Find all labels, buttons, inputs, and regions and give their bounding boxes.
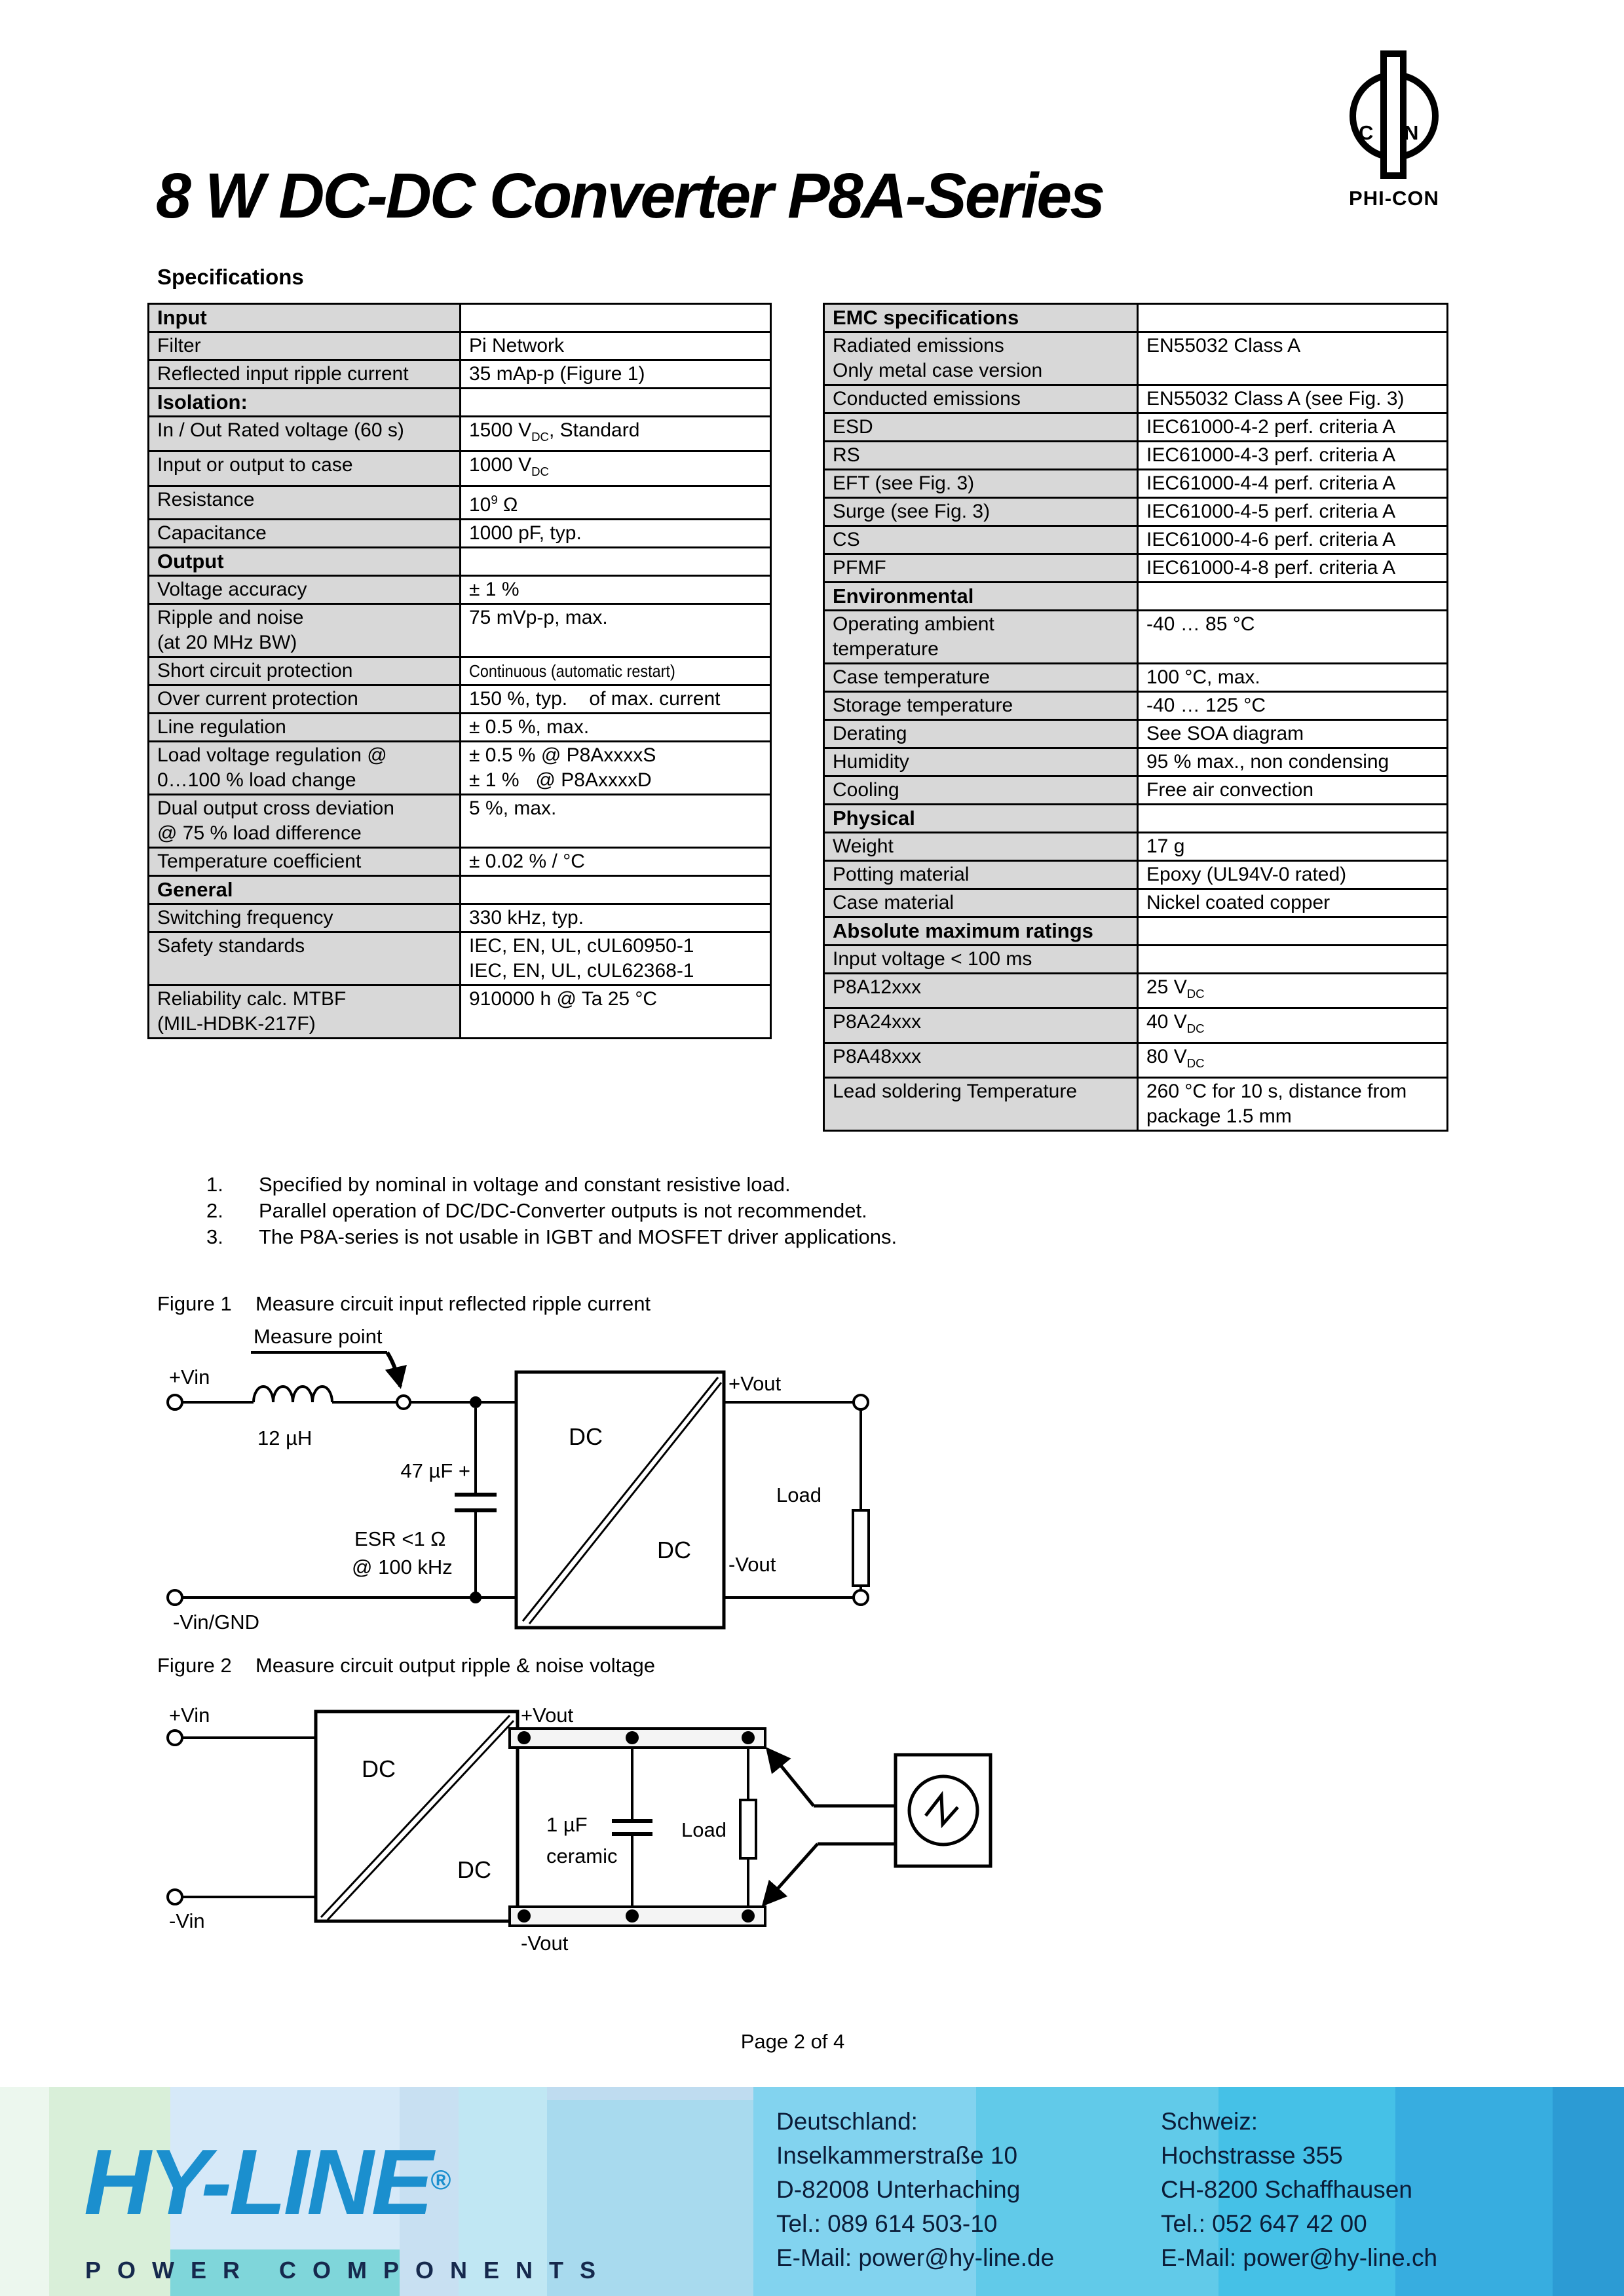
junction-dot [626, 1731, 639, 1744]
load-resistor [853, 1510, 869, 1586]
junction-dot [742, 1731, 755, 1744]
spec-label-cell: RS [824, 442, 1138, 470]
contact-line: Deutschland: [776, 2108, 918, 2135]
phicon-bar [1384, 54, 1403, 176]
spec-label-cell: ESD [824, 413, 1138, 442]
table-row [824, 833, 1448, 861]
table-row [824, 1008, 1448, 1043]
esr-frequency-label: @ 100 kHz [352, 1556, 453, 1578]
spec-value-cell [461, 876, 771, 904]
table-row [824, 720, 1448, 748]
phicon-letter-n: N [1404, 121, 1419, 144]
table-row [149, 685, 771, 714]
table-row [149, 486, 771, 520]
spec-value-cell: ± 0.5 %, max. [461, 714, 771, 742]
spec-value-cell: Epoxy (UL94V-0 rated) [1138, 861, 1448, 889]
spec-value-cell: 80 $V_{DC}$ [1138, 1043, 1448, 1078]
figure2-label: Figure 2 [157, 1654, 232, 1677]
spec-value-cell: EN55032 Class A (see Fig. 3) [1138, 385, 1448, 413]
table-row [824, 1043, 1448, 1078]
spec-label-cell: Input voltage < 100 ms [824, 946, 1138, 974]
table-row [824, 332, 1448, 385]
spec-label-cell: Reflected input ripple current [149, 360, 461, 389]
spec-value-cell: 1000 $V_{DC}$ [461, 451, 771, 486]
table-section-header-row [824, 805, 1448, 833]
page-number: Page 2 of 4 [740, 2030, 845, 2053]
fig1-vin-neg-terminal [168, 1590, 182, 1605]
hyline-tagline: POWER COMPONENTS [85, 2257, 613, 2284]
spec-label-cell: EFT (see Fig. 3) [824, 470, 1138, 498]
note-item [206, 1198, 897, 1224]
table-row [149, 576, 771, 604]
table-row [824, 526, 1448, 554]
spec-label-cell: Case temperature [824, 664, 1138, 692]
figure1-caption [157, 1292, 651, 1316]
spec-label-cell: Over current protection [149, 685, 461, 714]
spec-value-cell: -40 … 85 °C [1138, 611, 1448, 664]
spec-label-cell: Dual output cross deviation @ 75 % load difference [149, 795, 461, 848]
converter-diagonal [328, 1721, 514, 1920]
spec-value-cell: 35 mAp-p (Figure 1) [461, 360, 771, 389]
spec-label-cell: In / Out Rated voltage (60 s) [149, 417, 461, 451]
spec-label-cell: Physical [824, 805, 1138, 833]
spec-label-cell: Surge (see Fig. 3) [824, 498, 1138, 526]
table-section-header-row [824, 917, 1448, 946]
table-row [149, 985, 771, 1039]
contact-line: D-82008 Unterhaching [776, 2176, 1021, 2203]
table-row [824, 385, 1448, 413]
note-text: The P8A-series is not usable in IGBT and MOSFET driver applications. [259, 1225, 897, 1248]
spec-label-cell: Filter [149, 332, 461, 360]
fig2-vin-pos-terminal [168, 1731, 182, 1745]
spec-label-cell: Isolation: [149, 389, 461, 417]
spec-value-cell: Free air convection [1138, 776, 1448, 805]
table-row [149, 904, 771, 932]
spec-label-cell: Input or output to case [149, 451, 461, 486]
table-row [824, 974, 1448, 1008]
spec-value-cell: Continuous (automatic restart) [461, 657, 771, 685]
hyline-wordmark: HY-LINE® [84, 2130, 449, 2234]
junction-dot [470, 1592, 482, 1603]
specifications-heading: Specifications [157, 265, 304, 289]
spec-value-cell: Nickel coated copper [1138, 889, 1448, 917]
spec-value-cell: ± 0.5 % @ P8AxxxxS ± 1 % @ P8AxxxxD [461, 742, 771, 795]
spec-label-cell: P8A24xxx [824, 1008, 1138, 1043]
spec-value-cell: ± 1 % [461, 576, 771, 604]
spec-value-cell [1138, 583, 1448, 611]
spec-value-cell: IEC61000-4-8 perf. criteria A [1138, 554, 1448, 583]
contact-line: E-Mail: power@hy-line.de [776, 2244, 1055, 2271]
converter-diagonal [321, 1715, 510, 1917]
spec-value-cell: 40 $V_{DC}$ [1138, 1008, 1448, 1043]
fig1-vout-pos-label: +Vout [728, 1372, 782, 1395]
notes-list [206, 1172, 897, 1250]
note-item [206, 1224, 897, 1250]
spec-label-cell: Radiated emissions Only metal case version [824, 332, 1138, 385]
spec-label-cell: Capacitance [149, 520, 461, 548]
converter-diagonal [523, 1377, 718, 1621]
spec-value-cell [1138, 805, 1448, 833]
table-row [824, 748, 1448, 776]
spec-label-cell: CS [824, 526, 1138, 554]
spec-label-cell: Input [149, 304, 461, 332]
spec-value-cell: 100 °C, max. [1138, 664, 1448, 692]
spec-value-cell [1138, 946, 1448, 974]
specifications-table [147, 303, 772, 1039]
emc-table-body [824, 304, 1448, 1131]
table-section-header-row [824, 583, 1448, 611]
spec-value-cell: IEC61000-4-2 perf. criteria A [1138, 413, 1448, 442]
specifications-table-body [149, 304, 771, 1039]
figure2-caption-text: Measure circuit output ripple & noise voltage [255, 1654, 655, 1677]
figure2-circuit-diagram [144, 1694, 1081, 1995]
spec-label-cell: Voltage accuracy [149, 576, 461, 604]
contact-line: E-Mail: power@hy-line.ch [1161, 2244, 1438, 2271]
spec-value-cell [461, 304, 771, 332]
figure1-circuit-diagram [144, 1324, 1081, 1651]
table-row [824, 889, 1448, 917]
fig2-dc-bottom-label: DC [457, 1856, 491, 1883]
spec-value-cell: IEC61000-4-6 perf. criteria A [1138, 526, 1448, 554]
table-row [149, 360, 771, 389]
contact-line: Schweiz: [1161, 2108, 1258, 2135]
spec-label-cell: Conducted emissions [824, 385, 1138, 413]
spec-value-cell: 150 %, typ. of max. current [461, 685, 771, 714]
inductor-value-label: 12 µH [257, 1426, 312, 1449]
note-number: 2. [206, 1199, 223, 1222]
page-title: 8 W DC-DC Converter P8A-Series [156, 160, 1104, 231]
spec-value-cell: IEC, EN, UL, cUL60950-1 IEC, EN, UL, cUL62368-1 [461, 932, 771, 985]
spec-label-cell: Resistance [149, 486, 461, 520]
spec-value-cell: IEC61000-4-3 perf. criteria A [1138, 442, 1448, 470]
table-row [149, 932, 771, 985]
spec-value-cell: 95 % max., non condensing [1138, 748, 1448, 776]
table-row [149, 332, 771, 360]
table-row [149, 657, 771, 685]
converter-diagonal [529, 1383, 721, 1624]
note-number: 3. [206, 1225, 223, 1248]
fig2-vin-neg-terminal [168, 1890, 182, 1904]
table-row [824, 442, 1448, 470]
spec-label-cell: EMC specifications [824, 304, 1138, 332]
footer-band [1553, 2087, 1624, 2296]
phicon-letter-c: C [1359, 121, 1374, 144]
spec-value-cell: 5 %, max. [461, 795, 771, 848]
table-section-header-row [149, 876, 771, 904]
spec-value-cell [1138, 917, 1448, 946]
footer-band [0, 2087, 49, 2296]
spec-label-cell: PFMF [824, 554, 1138, 583]
table-row [149, 795, 771, 848]
table-row [824, 470, 1448, 498]
measure-point-label: Measure point [254, 1325, 383, 1348]
registered-trademark-icon: ® [430, 2164, 449, 2195]
spec-value-cell: $10^9$ Ω [461, 486, 771, 520]
spec-label-cell: Reliability calc. MTBF (MIL-HDBK-217F) [149, 985, 461, 1039]
spec-value-cell: 75 mVp-p, max. [461, 604, 771, 657]
table-row [824, 611, 1448, 664]
spec-value-cell: 910000 h @ Ta 25 °C [461, 985, 771, 1039]
figure1-caption-text: Measure circuit input reflected ripple current [255, 1292, 651, 1315]
table-row [824, 946, 1448, 974]
spec-value-cell: 1500 $V_{DC}$, Standard [461, 417, 771, 451]
spec-value-cell: -40 … 125 °C [1138, 692, 1448, 720]
spec-label-cell: Switching frequency [149, 904, 461, 932]
table-row [824, 776, 1448, 805]
fig1-vin-pos-label: +Vin [169, 1366, 210, 1388]
spec-label-cell: Safety standards [149, 932, 461, 985]
junction-dot [518, 1909, 531, 1923]
table-row [149, 848, 771, 876]
measure-point-arrow [387, 1352, 400, 1387]
fig1-vin-pos-terminal [168, 1395, 182, 1409]
spec-value-cell: 25 $V_{DC}$ [1138, 974, 1448, 1008]
probe-arrow-top [768, 1750, 814, 1806]
spec-value-cell: IEC61000-4-4 perf. criteria A [1138, 470, 1448, 498]
fig1-vout-neg-terminal [854, 1590, 868, 1605]
junction-dot [518, 1731, 531, 1744]
contact-line: Tel.: 052 647 42 00 [1161, 2210, 1367, 2237]
note-text: Parallel operation of DC/DC-Converter outputs is not recommendet. [259, 1199, 867, 1222]
spec-label-cell: Case material [824, 889, 1138, 917]
spec-label-cell: Derating [824, 720, 1138, 748]
fig1-load-label: Load [776, 1483, 821, 1506]
junction-dot [470, 1396, 482, 1408]
spec-label-cell: Cooling [824, 776, 1138, 805]
fig1-vout-pos-terminal [854, 1395, 868, 1409]
spec-label-cell: Storage temperature [824, 692, 1138, 720]
junction-dot [742, 1909, 755, 1923]
fig1-dc-top-label: DC [569, 1423, 603, 1450]
contact-line: CH-8200 Schaffhausen [1161, 2176, 1412, 2203]
fig2-vin-pos-label: +Vin [169, 1704, 210, 1727]
contact-line: Tel.: 089 614 503-10 [776, 2210, 998, 2237]
spec-label-cell: General [149, 876, 461, 904]
fig2-dc-top-label: DC [362, 1755, 396, 1782]
table-section-header-row [824, 304, 1448, 332]
note-text: Specified by nominal in voltage and constant resistive load. [259, 1173, 791, 1196]
fig1-vout-neg-label: -Vout [728, 1553, 776, 1576]
table-row [824, 664, 1448, 692]
table-row [149, 714, 771, 742]
spec-label-cell: Load voltage regulation @ 0…100 % load change [149, 742, 461, 795]
spec-label-cell: Line regulation [149, 714, 461, 742]
spec-label-cell: P8A12xxx [824, 974, 1138, 1008]
capacitor-value-label: 47 µF + [400, 1459, 470, 1482]
fig1-dc-bottom-label: DC [657, 1537, 691, 1563]
spec-label-cell: Operating ambient temperature [824, 611, 1138, 664]
table-row [149, 520, 771, 548]
spec-label-cell: Ripple and noise (at 20 MHz BW) [149, 604, 461, 657]
contact-line: Inselkammerstraße 10 [776, 2142, 1018, 2169]
spec-value-cell [1138, 304, 1448, 332]
contact-line: Hochstrasse 355 [1161, 2142, 1343, 2169]
junction-dot [626, 1909, 639, 1923]
esr-label: ESR <1 Ω [354, 1527, 446, 1550]
figure2-caption [157, 1654, 655, 1677]
fig2-vout-neg-label: -Vout [521, 1932, 569, 1955]
spec-value-cell: 1000 pF, typ. [461, 520, 771, 548]
spec-value-cell [461, 389, 771, 417]
fig2-vin-neg-label: -Vin [169, 1909, 205, 1932]
spec-value-cell: 17 g [1138, 833, 1448, 861]
fig2-load-label: Load [681, 1818, 727, 1841]
table-row [824, 498, 1448, 526]
table-section-header-row [149, 304, 771, 332]
spec-value-cell: 330 kHz, typ. [461, 904, 771, 932]
spec-value-cell: EN55032 Class A [1138, 332, 1448, 385]
spec-value-cell: IEC61000-4-5 perf. criteria A [1138, 498, 1448, 526]
spec-label-cell: Potting material [824, 861, 1138, 889]
spec-label-cell: Environmental [824, 583, 1138, 611]
note-number: 1. [206, 1173, 223, 1196]
spec-value-cell [461, 548, 771, 576]
measure-point-node [397, 1396, 410, 1409]
note-item [206, 1172, 897, 1198]
spec-label-cell: Short circuit protection [149, 657, 461, 685]
table-row [149, 604, 771, 657]
table-row [149, 451, 771, 486]
table-row [824, 692, 1448, 720]
contact-germany [776, 2105, 1054, 2275]
emc-specifications-table [823, 303, 1448, 1132]
table-section-header-row [149, 389, 771, 417]
spec-label-cell: Output [149, 548, 461, 576]
table-section-header-row [149, 548, 771, 576]
load-resistor [740, 1800, 756, 1858]
phicon-caption: PHI-CON [1349, 187, 1439, 210]
spec-value-cell: Pi Network [461, 332, 771, 360]
phicon-logo-icon [1323, 39, 1494, 220]
contact-switzerland [1161, 2105, 1437, 2275]
footer-patch [547, 2087, 753, 2100]
table-row [824, 1078, 1448, 1131]
fig2-vout-pos-label: +Vout [521, 1704, 574, 1727]
fig1-vin-neg-label: -Vin/GND [173, 1611, 260, 1634]
spec-value-cell: 260 °C for 10 s, distance from package 1.5 mm [1138, 1078, 1448, 1131]
spec-value-cell: ± 0.02 % / °C [461, 848, 771, 876]
fig2-capacitor-type-label: ceramic [546, 1845, 618, 1867]
spec-label-cell: Humidity [824, 748, 1138, 776]
spec-label-cell: Absolute maximum ratings [824, 917, 1138, 946]
inductor-symbol [254, 1387, 332, 1402]
spec-value-cell: See SOA diagram [1138, 720, 1448, 748]
table-row [824, 413, 1448, 442]
figure1-label: Figure 1 [157, 1292, 232, 1315]
table-row [824, 861, 1448, 889]
table-row [149, 742, 771, 795]
hyline-logo [84, 2130, 449, 2234]
spec-label-cell: Temperature coefficient [149, 848, 461, 876]
fig2-capacitor-value-label: 1 µF [546, 1813, 588, 1836]
spec-label-cell: P8A48xxx [824, 1043, 1138, 1078]
spec-label-cell: Weight [824, 833, 1138, 861]
spec-label-cell: Lead soldering Temperature [824, 1078, 1138, 1131]
table-row [149, 417, 771, 451]
probe-arrow-bottom [764, 1844, 818, 1904]
table-row [824, 554, 1448, 583]
